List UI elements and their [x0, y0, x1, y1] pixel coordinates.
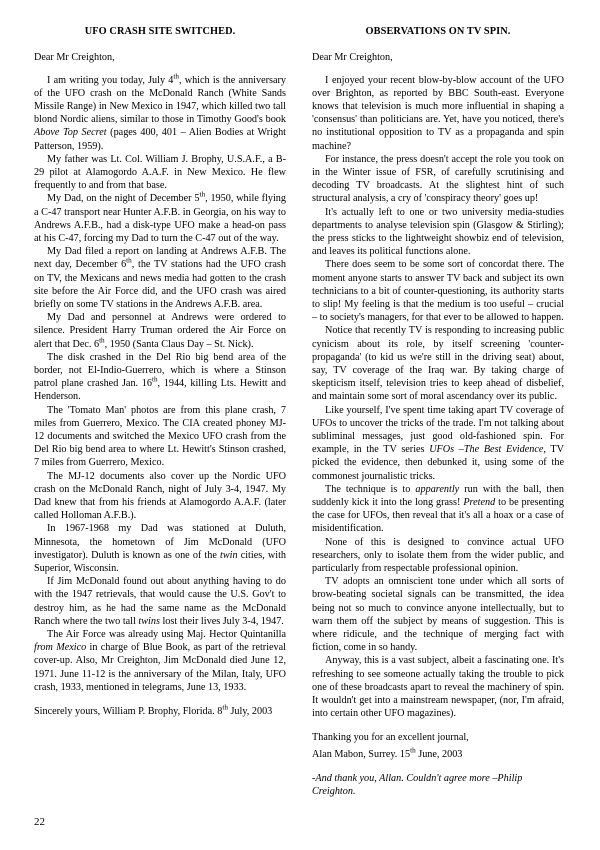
left-paragraph-5: My Dad and personnel at Andrews were ordered to silence. President Harry Truman ordered the Air Force on alert that Dec. 6th, 1950 (Santa Claus Day – St. Nick). — [34, 312, 286, 350]
left-paragraph-9: In 1967-1968 my Dad was stationed at Duluth, Minnesota, the hometown of Jim McDonald (UFO investigator). Duluth is known as one of the twin cities, with Superior, Wisconsin. — [34, 523, 286, 575]
left-paragraph-1: I am writing you today, July 4th, which is the anniversary of the UFO crash on the McDonald Ranch (White Sands Missile Range) in New Mexico in 1947, which killed two tall blond Nordic aliens, similar to those in Timothy Good's book Above Top Secret (pages 400, 401 – Alien Bodies at Wright Patterson, 1959). — [34, 72, 286, 152]
left-column-title: UFO CRASH SITE SWITCHED. — [84, 26, 236, 37]
left-paragraph-10: If Jim McDonald found out about anything having to do with the 1947 retrievals, that would cause the U.S. Gov't to destroy him, as he had the same name as the McDonald Ranch where the two tall twins lost their lives July 3-4, 1947. — [34, 576, 286, 627]
right-paragraph-3: It's actually left to one or two university media-studies departments to analyse television spin (Glasgow & Stirling); the press sticks to the lightweight showbiz end of television, and leaves its political functions alone. — [312, 206, 564, 258]
right-paragraph-10: Anyway, this is a vast subject, albeit a fascinating one. It's refreshing to see someone actually taking the trouble to pick one of these broadcasts apart to reveal the machinery of spin. It wouldn't get into a mainstream newspaper, (nor, I'm afraid, into certain other UFO magazines). — [312, 655, 564, 720]
right-paragraph-8: None of this is designed to convince actual UFO researchers, only to isolate them from the wider public, and particularly from respectable professional opinion. — [312, 536, 564, 575]
editor-note: -And thank you, Allan. Couldn't agree more –Philip Creighton. — [312, 772, 523, 798]
left-paragraph-7: The 'Tomato Man' photos are from this plane crash, 7 miles from Guerrero, Mexico. The CIA created phoney MJ-12 documents and switched the Mexico UFO crash from the Del Rio big bend area to where Lt. Hewitt's Stinson crashed, 7 miles from Guerrero, Mexico. — [34, 404, 286, 469]
left-paragraph-4: My Dad filed a report on landing at Andrews A.F.B. The next day, December 6th, the TV stations had the UFO crash on TV, the Mexicans and news media had gotten to the crash site before the Air Force did, and the UFO crash was aired briefly on some TV stations in the Andrews A.F.B. area. — [34, 246, 286, 310]
right-paragraph-2: For instance, the press doesn't accept the role you took on in the Winter issue of FSR, of carefully scrutinising and decoding TV broadcasts. At the slightest hint of such structural analysis, a cry of 'conspiracy theory' goes up! — [312, 153, 564, 205]
left-paragraph-8: The MJ-12 documents also cover up the Nordic UFO crash on the McDonald Ranch, night of July 3-4, 1947. My Dad knew that from his friends at Alamogordo A.A.F. (later called Holloman A.F.B.). — [34, 470, 286, 522]
right-paragraph-1: I enjoyed your recent blow-by-blow account of the UFO over Brighton, as reported by BBC South-east. Everyone knows that television is much more influential in shaping a 'consensus' than politicians are. Yet, have you noticed, there's no institutional opposition to TV as a propaganda and spin machine? — [312, 74, 564, 152]
right-column — [312, 26, 564, 798]
right-paragraph-9: TV adopts an omniscient tone under which all sorts of brow-beating societal signals can be transmitted, the idea being not so much to convince anyone intellectually, but to warn them off the subject by means of suggestion. This is where ridicule, and the technique of merging fact with fiction, come in so handy. — [312, 576, 564, 654]
right-paragraph-6: Like yourself, I've spent time taking apart TV coverage of UFOs to uncover the tricks of the trade. I'm not talking about subliminal messages, just good old-fashioned spin. For example, in the TV series UFOs –The Best Evidence, TV picked the evidence, then debunked it, using some of the commonest journalistic tricks. — [312, 404, 564, 482]
left-paragraph-3: My Dad, on the night of December 5th, 1950, while flying a C-47 transport near Hunter A.F.B. in Georgia, on his way to Andrews A.F.B., had a disk-type UFO make a head-on pass at his C-47, forcing my Dad to turn the C-47 out of the way. — [34, 190, 286, 244]
two-column-layout — [34, 26, 566, 798]
page-number: 22 — [34, 816, 45, 828]
right-thanks-line: Thanking you for an excellent journal, — [312, 731, 469, 743]
left-paragraph-11: The Air Force was already using Maj. Hector Quintanilla from Mexico in charge of Blue Book, as part of the retrieval cover-up. Also, Mr Creighton, Jim McDonald died June 12, 1971. June 11-12 is the anniversary of the Milan, Italy, UFO crash, 1933, mentioned in telegrams, June 13, 1933. — [34, 629, 286, 693]
left-closing-signature: Sincerely yours, William P. Brophy, Florida. 8th July, 2003 — [34, 703, 273, 718]
right-paragraph-4: There does seem to be some sort of concordat there. The moment anyone starts to answer TV back and subject its own technicians to a bit of counter-questioning, its authority starts to slip! My feeling is that the medium is too useful – crucial – to society's managers, for that ever to be allowed to happen. — [312, 259, 564, 324]
left-paragraph-2: My father was Lt. Col. William J. Brophy, U.S.A.F., a B-29 pilot at Alamogordo A.A.F. in New Mexico. He flew frequently to and from that base. — [34, 153, 286, 192]
right-signature: Alan Mabon, Surrey. 15th June, 2003 — [312, 746, 463, 760]
right-paragraph-7: The technique is to apparently run with the ball, then suddenly kick it into the long grass! Pretend to be presenting the case for UFOs, then reveal that it's all a hoax or a case of misidentification. — [312, 483, 564, 535]
left-paragraph-6: The disk crashed in the Del Rio big bend area of the border, not El-Indio-Guerrero, which is where a Stinson patrol plane crashed Jan. 16th, 1944, killing Lts. Hewitt and Henderson. — [34, 351, 286, 403]
right-salutation: Dear Mr Creighton, — [312, 52, 393, 64]
left-salutation: Dear Mr Creighton, — [34, 52, 115, 64]
right-paragraph-5: Notice that recently TV is responding to increasing public cynicism about its role, by itself screening 'counter-propaganda' (to kid us we're still in the driving seat) about, say, TV coverage of the Iraq war. By taking charge of skepticism itself, television tries to keep ahead of disbelief, and maintain some sort of moral ascendancy over its public. — [312, 325, 564, 403]
left-column — [34, 26, 286, 718]
right-column-title: OBSERVATIONS ON TV SPIN. — [365, 26, 511, 37]
